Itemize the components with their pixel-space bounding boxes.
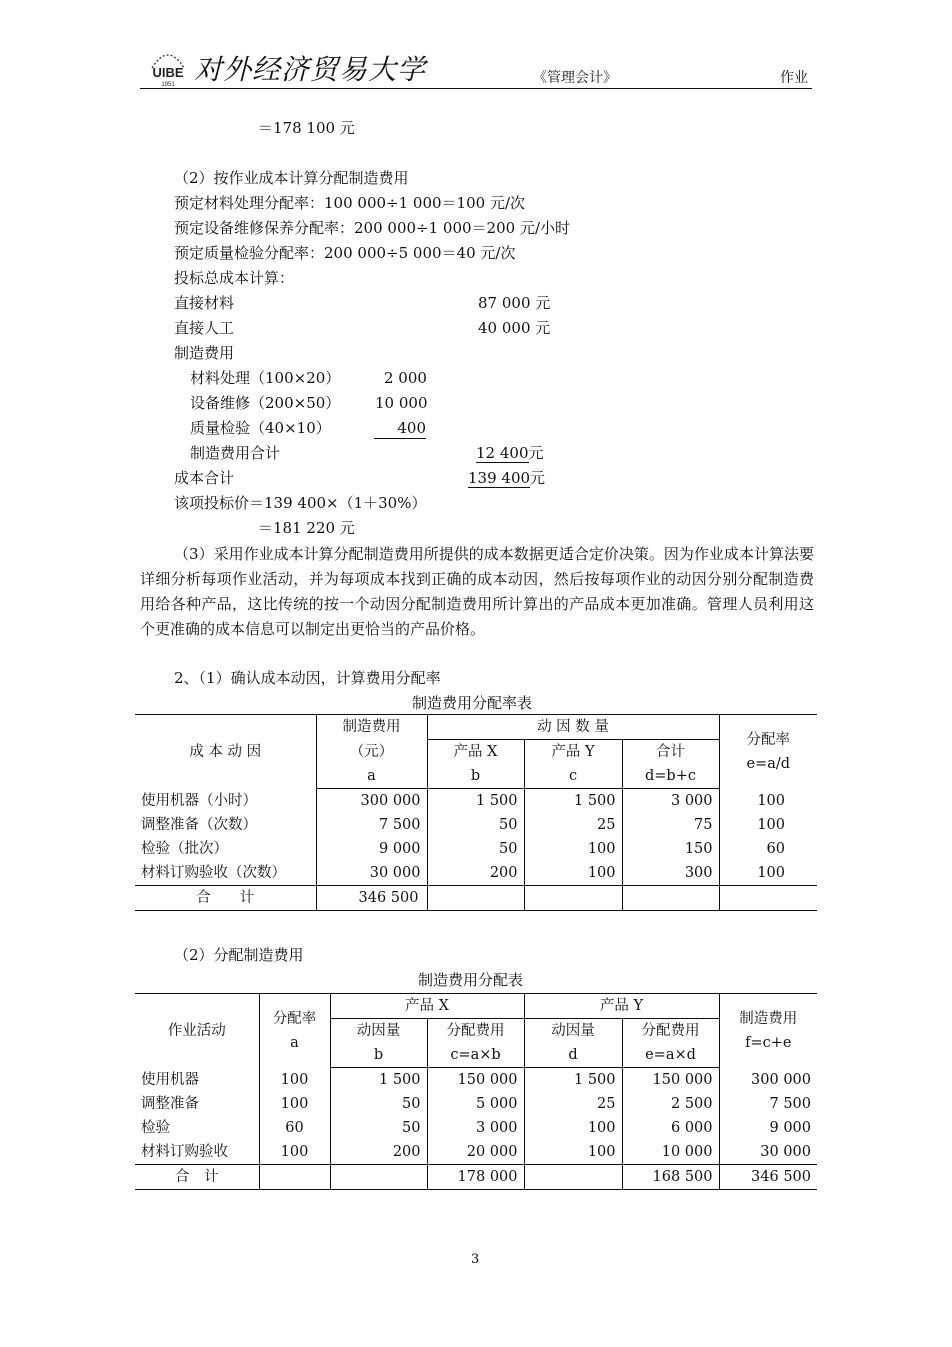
t1-cell-b: 50 [427,813,524,837]
t2-header-rate-label: 分配率 [272,1010,317,1027]
t2-total-label: 合 计 [135,1165,259,1190]
logo-text: UIBE [152,65,184,80]
t2-cell-c: 150 000 [427,1068,524,1093]
table2-caption: 制造费用分配表 [418,971,524,989]
t1-cell-name: 材料订购验收（次数） [135,861,316,886]
t2-header-x-cost: 分配费用 [427,1019,524,1044]
table-row [135,837,817,861]
t2-cell-e: 6 000 [622,1116,719,1140]
t2-total-b [330,1165,427,1190]
direct-material-value: 87 000 元 [478,294,551,312]
t2-cell-f: 9 000 [769,1120,811,1136]
university-name: 对外经济贸易大学 [194,53,427,86]
table-row [135,1116,817,1140]
t1-header-rate-formula: e=a/d [746,755,791,772]
t2-cell-c: 20 000 [427,1140,524,1165]
overhead-total-value: 12 400 [476,444,529,462]
t1-cell-a: 300 000 [316,789,427,814]
t2-cell-f: 7 500 [769,1096,811,1112]
t1-total-e [719,886,817,911]
t2-cell-f: 300 000 [751,1071,811,1088]
t2-total-d [524,1165,622,1190]
t2-header-x-qty-formula: b [330,1043,427,1068]
t2-header-overhead-formula: f=c+e [745,1034,792,1051]
t2-cell-d: 100 [524,1140,622,1165]
overhead-allocation-table [135,993,817,1190]
bid-price-line: 该项投标价＝139 400×（1＋30%） [174,494,427,512]
table-total-row [135,1165,817,1190]
section-title: 作业 [780,70,808,86]
t2-cell-name: 使用机器 [135,1068,259,1093]
t1-cell-d: 3 000 [622,789,719,814]
t2-cell-a: 100 [259,1092,330,1116]
question-2-2-heading: （2）分配制造费用 [174,946,304,964]
overhead-total-value-wrap [476,443,544,463]
t1-header-y-formula: c [524,764,622,789]
question-2-1-heading: 2、（1）确认成本动因，计算费用分配率 [174,669,441,687]
t1-total-b [427,886,524,911]
cost-total-value: 139 400 [468,469,531,487]
t1-total-label: 合 计 [135,886,316,911]
t1-total-d [622,886,719,911]
t2-cell-a: 100 [259,1140,330,1165]
t1-cell-b: 50 [427,837,524,861]
t1-header-cost: 制造费用 [316,715,427,740]
table-row [135,813,817,837]
t2-cell-a: 60 [259,1116,330,1140]
cost-total-unit: 元 [530,469,546,487]
t2-header-product-y: 产品 Y [524,994,719,1019]
t1-cell-e: 100 [757,865,785,881]
t1-cell-e: 60 [766,841,785,857]
course-title: 《管理会计》 [533,70,617,86]
t2-header-overhead [719,994,817,1068]
t1-cell-d: 150 [622,837,719,861]
t2-cell-name: 材料订购验收 [135,1140,259,1165]
table-total-row [135,886,817,911]
t2-cell-name: 调整准备 [135,1092,259,1116]
t2-header-overhead-label: 制造费用 [739,1010,798,1027]
t2-header-rate [259,994,330,1068]
t2-header-product-x: 产品 X [330,994,524,1019]
t2-header-x-qty: 动因量 [330,1019,427,1044]
quality-inspection-label: 质量检验（40×10） [190,419,331,437]
t2-cell-f: 30 000 [760,1144,811,1160]
t1-cell-b: 200 [427,861,524,886]
t2-cell-e: 2 500 [622,1092,719,1116]
total-cost-heading: 投标总成本计算： [174,269,295,287]
t2-header-x-cost-formula: c=a×b [427,1043,524,1068]
t1-header-product-y: 产品 Y [524,740,622,765]
t2-total-a [259,1165,330,1190]
t1-cell-d: 75 [622,813,719,837]
t2-cell-e: 150 000 [622,1068,719,1093]
t1-header-cost-unit: （元） [316,740,427,765]
table-row [135,1140,817,1165]
rate-line-1: 预定材料处理分配率：100 000÷1 000＝100 元/次 [174,194,525,212]
t2-cell-d: 25 [524,1092,622,1116]
t1-cell-b: 1 500 [427,789,524,814]
material-handling-value: 2 000 [384,369,427,387]
university-logo [146,46,190,92]
t1-header-product-x: 产品 X [427,740,524,765]
subheading-2: （2）按作业成本计算分配制造费用 [174,169,409,187]
conclusion-paragraph: （3）采用作业成本计算分配制造费用所提供的成本数据更适合定价决策。因为作业成本计算法要详细分析每项作业活动，并为每项成本找到正确的成本动因，然后按每项作业的动因分别分配制造费用给各种产品，这比传统的按一个动因分配制造费用所计算出的产品成本更加准确。管理人员利用这个更准确的成本信息可以制定出更恰当的产品价格。 [140,545,814,638]
t2-header-activity: 作业活动 [135,994,259,1068]
t1-header-x-formula: b [427,764,524,789]
overhead-rate-table [135,714,817,911]
t1-total-a: 346 500 [316,886,427,911]
t1-header-quantity: 动 因 数 量 [427,715,719,740]
t1-cell-c: 100 [524,861,622,886]
rate-line-3: 预定质量检验分配率：200 000÷5 000＝40 元/次 [174,244,516,262]
t2-cell-name: 检验 [135,1116,259,1140]
t1-cell-d: 300 [622,861,719,886]
t2-header-y-qty: 动因量 [524,1019,622,1044]
t1-header-rate-label: 分配率 [746,731,790,748]
t2-cell-b: 50 [330,1116,427,1140]
t1-cell-c: 25 [524,813,622,837]
t2-cell-a: 100 [259,1068,330,1093]
t1-header-sum-formula: d=b+c [622,764,719,789]
cost-total-label: 成本合计 [174,469,235,487]
t1-cell-name: 检验（批次） [135,837,316,861]
page-number: 3 [471,1252,480,1267]
table-row [135,1092,817,1116]
t1-header-rate [719,715,817,789]
cost-total-value-wrap [468,468,545,488]
t2-header-y-cost: 分配费用 [622,1019,719,1044]
overhead-label: 制造费用 [174,344,235,362]
t2-header-rate-formula: a [290,1034,299,1051]
t1-cell-name: 调整准备（次数） [135,813,316,837]
table1-caption: 制造费用分配率表 [412,694,533,712]
t2-cell-c: 5 000 [427,1092,524,1116]
t1-cell-a: 7 500 [316,813,427,837]
material-handling-label: 材料处理（100×20） [190,369,341,387]
t2-cell-d: 100 [524,1116,622,1140]
t1-cell-a: 9 000 [316,837,427,861]
logo-year: 1951 [161,82,175,88]
t2-cell-c: 3 000 [427,1116,524,1140]
table-row [135,1068,817,1093]
overhead-total-label: 制造费用合计 [190,444,281,462]
t1-header-driver: 成 本 动 因 [135,715,316,789]
equipment-maintenance-label: 设备维修（200×50） [190,394,341,412]
bid-price-result: ＝181 220 元 [258,519,355,537]
t1-cell-c: 100 [524,837,622,861]
t1-cell-name: 使用机器（小时） [135,789,316,814]
t1-cell-e: 100 [757,817,785,833]
overhead-total-unit: 元 [528,444,544,462]
quality-inspection-value: 400 [374,418,426,439]
t2-cell-d: 1 500 [524,1068,622,1093]
equipment-maintenance-value: 10 000 [375,394,428,412]
t2-cell-e: 10 000 [622,1140,719,1165]
rate-line-2: 预定设备维修保养分配率：200 000÷1 000＝200 元/小时 [174,219,570,237]
t1-header-sum: 合计 [622,740,719,765]
table-row [135,789,817,814]
t2-header-y-qty-formula: d [524,1043,622,1068]
t1-total-c [524,886,622,911]
t1-header-cost-formula: a [316,764,427,789]
t2-total-f: 346 500 [719,1165,817,1190]
t1-cell-c: 1 500 [524,789,622,814]
t2-cell-b: 1 500 [330,1068,427,1093]
t2-total-e: 168 500 [622,1165,719,1190]
t2-total-c: 178 000 [427,1165,524,1190]
t2-cell-b: 50 [330,1092,427,1116]
t1-cell-e: 100 [757,792,785,809]
table-row [135,861,817,886]
header-rule [140,88,812,89]
t2-header-y-cost-formula: e=a×d [622,1043,719,1068]
direct-material-label: 直接材料 [174,294,235,312]
t2-cell-b: 200 [330,1140,427,1165]
direct-labor-value: 40 000 元 [478,319,551,337]
t1-cell-a: 30 000 [316,861,427,886]
result-line: ＝178 100 元 [258,119,355,137]
direct-labor-label: 直接人工 [174,319,235,337]
